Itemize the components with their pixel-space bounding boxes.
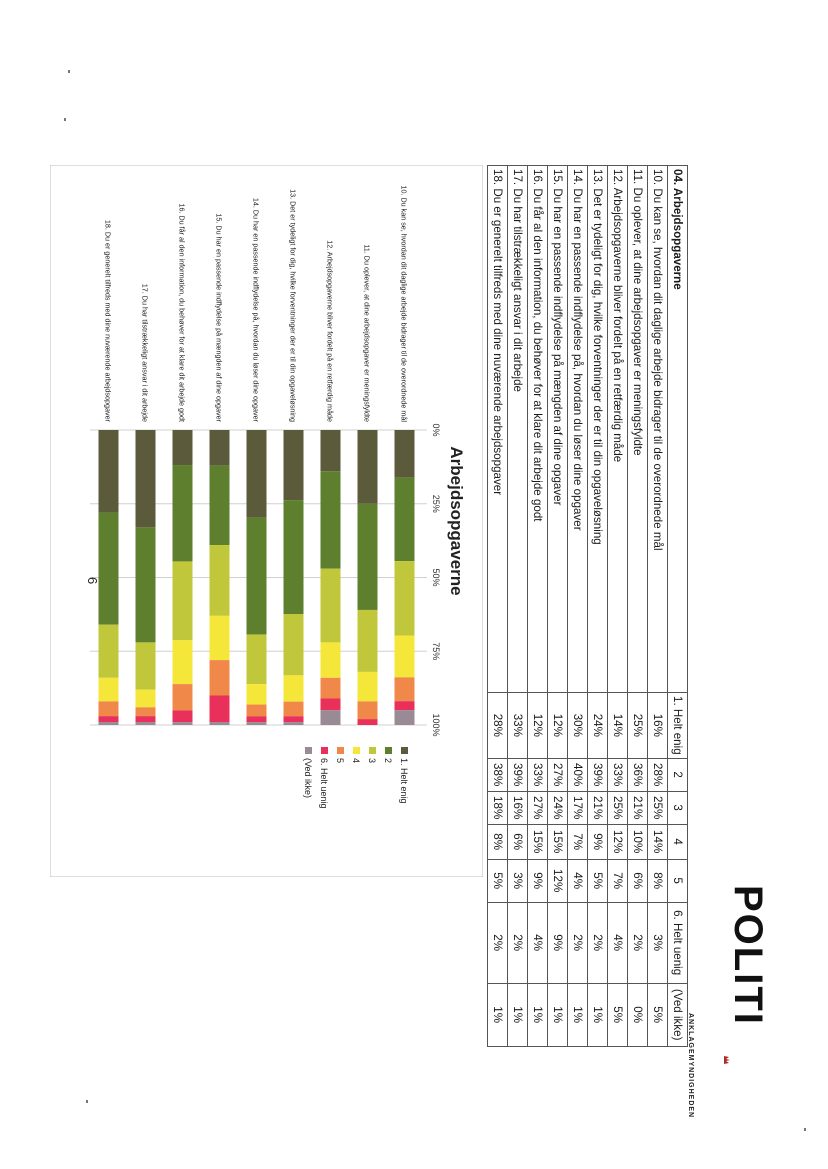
cell-value: 4% xyxy=(528,902,548,983)
cell-value: 8% xyxy=(648,859,668,902)
bar-segment xyxy=(321,710,341,725)
cell-value: 1% xyxy=(588,983,608,1046)
bar-segment xyxy=(395,710,415,725)
bar-segment xyxy=(247,722,267,725)
cell-value: 2% xyxy=(628,902,648,983)
cell-value: 1% xyxy=(508,983,528,1046)
bar-segment xyxy=(284,614,304,675)
bar-segment xyxy=(173,684,193,710)
results-table xyxy=(487,165,688,1047)
category-label: 11. Du oplever, at dine arbejdsopgaver er meningsfyldte xyxy=(362,244,372,422)
cell-value: 6% xyxy=(508,824,528,859)
category-label: 10. Du kan se, hvordan dit daglige arbejde bidrager til de overordnede mål xyxy=(399,185,409,422)
category-label: 18. Du er generelt tilfreds med dine nuværende arbejdsopgaver xyxy=(103,219,113,422)
bar-segment xyxy=(395,701,415,710)
table-row xyxy=(548,166,568,1047)
column-header: 4 xyxy=(668,824,688,859)
cell-value: 33% xyxy=(608,758,628,791)
cell-value: 3% xyxy=(508,859,528,902)
cell-value: 18% xyxy=(488,791,508,824)
cell-value: 1% xyxy=(528,983,548,1046)
x-tick-label: 25% xyxy=(431,494,441,513)
table-row xyxy=(568,166,588,1047)
cell-value: 9% xyxy=(548,902,568,983)
bar-segment xyxy=(395,636,415,678)
row-label: 11. Du oplever, at dine arbejdsopgaver er meningsfyldte xyxy=(628,166,648,693)
bar-segment xyxy=(358,701,378,719)
bar-segment xyxy=(210,430,230,465)
bar-segment xyxy=(358,504,378,610)
scan-speck xyxy=(86,1100,88,1103)
cell-value: 28% xyxy=(488,693,508,759)
table-row xyxy=(528,166,548,1047)
x-tick-label: 0% xyxy=(431,423,441,437)
cell-value: 1% xyxy=(548,983,568,1046)
bar-segment xyxy=(173,430,193,465)
category-label: 17. Du har tilstrækkeligt ansvar i dit arbejde xyxy=(140,283,150,422)
bar-segment xyxy=(247,430,267,518)
stacked-bar-chart xyxy=(50,165,483,877)
cell-value: 21% xyxy=(588,791,608,824)
cell-value: 27% xyxy=(528,791,548,824)
column-header: 1. Helt enig xyxy=(668,693,688,759)
bar-segment xyxy=(136,716,156,722)
bar-segment xyxy=(136,690,156,708)
page-number: 6 xyxy=(85,577,100,585)
row-label: 10. Du kan se, hvordan dit daglige arbejde bidrager til de overordnede mål xyxy=(648,166,668,693)
bar-segment xyxy=(210,722,230,725)
row-label: 12. Arbejdsopgaverne bliver fordelt på en retfærdig måde xyxy=(608,166,628,693)
bar-segment xyxy=(395,677,415,701)
bar-segment xyxy=(247,684,267,704)
bar-segment xyxy=(395,430,415,478)
legend-label: 4 xyxy=(351,758,361,764)
legend-swatch xyxy=(353,747,360,754)
cell-value: 12% xyxy=(548,693,568,759)
cell-value: 12% xyxy=(528,693,548,759)
bar-segment xyxy=(284,675,304,701)
bar-segment xyxy=(247,716,267,722)
table-row xyxy=(588,166,608,1047)
bar-segment xyxy=(210,465,230,545)
cell-value: 14% xyxy=(648,824,668,859)
category-label: 16. Du får al den information, du behøver for at klare dit arbejde godt xyxy=(177,203,187,422)
cell-value: 40% xyxy=(568,758,588,791)
crown-icon xyxy=(722,1055,732,1065)
cell-value: 2% xyxy=(588,902,608,983)
cell-value: 5% xyxy=(588,859,608,902)
bar-segment xyxy=(210,545,230,616)
table-row xyxy=(628,166,648,1047)
bar-segment xyxy=(99,716,119,722)
bar-segment xyxy=(210,660,230,695)
bar-segment xyxy=(321,698,341,710)
cell-value: 4% xyxy=(608,902,628,983)
legend-swatch xyxy=(369,747,376,754)
table-row xyxy=(508,166,528,1047)
bar-segment xyxy=(136,430,156,527)
legend-label: 5 xyxy=(335,758,345,764)
bar-segment xyxy=(284,430,304,500)
bar-segment xyxy=(173,465,193,561)
table-title: 04. Arbejdsopgaverne xyxy=(668,166,688,693)
legend-label: 1. Helt enig xyxy=(399,758,409,804)
bar-segment xyxy=(358,610,378,672)
bar-segment xyxy=(210,696,230,723)
legend-label: 2 xyxy=(383,758,393,764)
table-row xyxy=(488,166,508,1047)
bar-segment xyxy=(321,471,341,568)
cell-value: 4% xyxy=(568,859,588,902)
table-row xyxy=(648,166,668,1047)
logo-wordmark: POLITI xyxy=(726,885,770,1026)
bar-segment xyxy=(284,702,304,717)
category-label: 15. Du har en passende indflydelse på mængden af dine opgaver xyxy=(214,213,224,422)
cell-value: 2% xyxy=(508,902,528,983)
bar-segment xyxy=(99,513,119,625)
legend-label: (Ved ikke) xyxy=(303,758,313,799)
bar-segment xyxy=(321,678,341,699)
cell-value: 33% xyxy=(528,758,548,791)
cell-value: 5% xyxy=(608,983,628,1046)
table-body xyxy=(488,166,668,1047)
category-label: 12. Arbejdsopgaverne bliver fordelt på en retfærdig måde xyxy=(325,240,335,422)
table-header-row xyxy=(668,166,688,1047)
cell-value: 14% xyxy=(608,693,628,759)
cell-value: 16% xyxy=(508,791,528,824)
bar-segment xyxy=(358,719,378,725)
legend-swatch xyxy=(385,747,392,754)
legend-label: 6. Helt uenig xyxy=(319,758,329,809)
legend-swatch xyxy=(337,747,344,754)
cell-value: 1% xyxy=(568,983,588,1046)
cell-value: 8% xyxy=(488,824,508,859)
bar-segment xyxy=(99,625,119,678)
cell-value: 36% xyxy=(628,758,648,791)
bar-segment xyxy=(173,722,193,725)
cell-value: 10% xyxy=(628,824,648,859)
x-tick-label: 75% xyxy=(431,642,441,661)
cell-value: 27% xyxy=(548,758,568,791)
bar-segment xyxy=(395,478,415,561)
cell-value: 6% xyxy=(628,859,648,902)
cell-value: 25% xyxy=(608,791,628,824)
bar-segment xyxy=(136,722,156,725)
cell-value: 12% xyxy=(608,824,628,859)
row-label: 18. Du er generelt tilfreds med dine nuværende arbejdsopgaver xyxy=(488,166,508,693)
legend-swatch xyxy=(401,747,408,754)
cell-value: 5% xyxy=(488,859,508,902)
bar-segment xyxy=(247,518,267,635)
scan-speck xyxy=(68,70,70,73)
bar-segment xyxy=(247,634,267,684)
bar-segment xyxy=(358,430,378,504)
column-header: 5 xyxy=(668,859,688,902)
cell-value: 24% xyxy=(548,791,568,824)
cell-value: 9% xyxy=(588,824,608,859)
cell-value: 2% xyxy=(568,902,588,983)
logo-subtext: ANKLAGEMYNDIGHEDEN xyxy=(687,1013,694,1119)
bar-segment xyxy=(321,569,341,643)
cell-value: 25% xyxy=(648,791,668,824)
bar-segment xyxy=(321,430,341,471)
row-label: 16. Du får al den information, du behøver for at klare dit arbejde godt xyxy=(528,166,548,693)
cell-value: 0% xyxy=(628,983,648,1046)
bar-segment xyxy=(173,640,193,684)
cell-value: 7% xyxy=(568,824,588,859)
column-header: 6. Helt uenig xyxy=(668,902,688,983)
bar-segment xyxy=(321,642,341,677)
chart-panel xyxy=(50,165,483,877)
cell-value: 1% xyxy=(488,983,508,1046)
bar-segment xyxy=(136,642,156,689)
scan-speck xyxy=(804,1128,806,1131)
table-row xyxy=(608,166,628,1047)
cell-value: 3% xyxy=(648,902,668,983)
bar-segment xyxy=(99,722,119,725)
bar-segment xyxy=(99,430,119,513)
cell-value: 39% xyxy=(588,758,608,791)
legend-swatch xyxy=(305,747,312,754)
legend-swatch xyxy=(321,747,328,754)
cell-value: 15% xyxy=(548,824,568,859)
bar-segment xyxy=(247,705,267,717)
cell-value: 9% xyxy=(528,859,548,902)
bar-segment xyxy=(173,710,193,722)
column-header: 2 xyxy=(668,758,688,791)
bar-segment xyxy=(173,561,193,640)
cell-value: 15% xyxy=(528,824,548,859)
cell-value: 33% xyxy=(508,693,528,759)
cell-value: 5% xyxy=(648,983,668,1046)
cell-value: 28% xyxy=(648,758,668,791)
cell-value: 16% xyxy=(648,693,668,759)
bar-segment xyxy=(395,561,415,635)
cell-value: 21% xyxy=(628,791,648,824)
category-label: 14. Du har en passende indflydelse på, hvordan du løser dine opgaver xyxy=(251,197,261,422)
bar-segment xyxy=(210,616,230,660)
bar-segment xyxy=(99,678,119,702)
x-tick-label: 50% xyxy=(431,568,441,587)
column-header: (Ved ikke) xyxy=(668,983,688,1046)
cell-value: 30% xyxy=(568,693,588,759)
column-header: 3 xyxy=(668,791,688,824)
row-label: 13. Det er tydeligt for dig, hvilke forventninger der er til din opgaveløsning xyxy=(588,166,608,693)
bar-segment xyxy=(136,527,156,642)
bar-segment xyxy=(284,716,304,722)
bar-segment xyxy=(284,500,304,614)
cell-value: 12% xyxy=(548,859,568,902)
legend-label: 3 xyxy=(367,758,377,764)
row-label: 15. Du har en passende indflydelse på mængden af dine opgaver xyxy=(548,166,568,693)
x-tick-label: 100% xyxy=(431,713,441,737)
cell-value: 2% xyxy=(488,902,508,983)
chart-title: Arbejdsopgaverne xyxy=(447,446,466,596)
cell-value: 39% xyxy=(508,758,528,791)
cell-value: 7% xyxy=(608,859,628,902)
cell-value: 17% xyxy=(568,791,588,824)
bar-segment xyxy=(136,707,156,716)
row-label: 17. Du har tilstrækkeligt ansvar i dit arbejde xyxy=(508,166,528,693)
scan-speck xyxy=(64,118,66,121)
bar-segment xyxy=(358,672,378,702)
bar-segment xyxy=(99,701,119,716)
cell-value: 24% xyxy=(588,693,608,759)
category-label: 13. Det er tydeligt for dig, hvilke forventninger der er til din opgaveløsning xyxy=(288,189,298,422)
row-label: 14. Du har en passende indflydelse på, hvordan du løser dine opgaver xyxy=(568,166,588,693)
cell-value: 38% xyxy=(488,758,508,791)
cell-value: 25% xyxy=(628,693,648,759)
bar-segment xyxy=(284,722,304,725)
